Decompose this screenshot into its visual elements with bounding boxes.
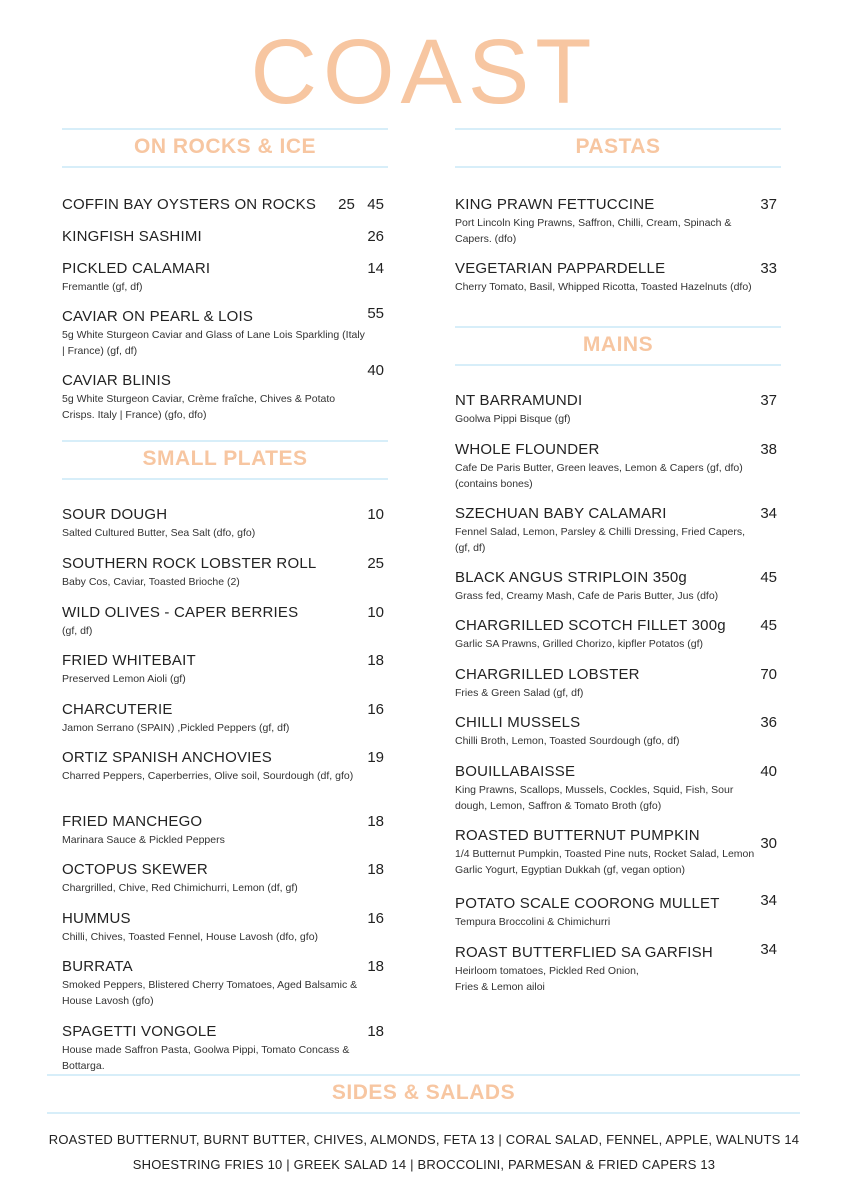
item-price: 34 — [760, 505, 777, 522]
divider — [455, 326, 781, 328]
menu-item — [455, 260, 781, 326]
item-name: BOUILLABAISSE — [455, 763, 576, 780]
item-description: Cafe De Paris Butter, Green leaves, Lemon & Capers (gf, dfo) (contains bones) — [455, 462, 743, 490]
section-header-small-plates — [62, 440, 388, 480]
menu-item — [455, 441, 781, 505]
divider — [455, 364, 781, 366]
item-name: VEGETARIAN PAPPARDELLE — [455, 260, 666, 277]
item-price: 37 — [760, 392, 777, 409]
item-price: 34 — [760, 892, 777, 909]
item-description: Garlic SA Prawns, Grilled Chorizo, kipfler Potatos (gf) — [455, 638, 704, 650]
item-name: SPAGETTI VONGOLE — [62, 1023, 217, 1040]
menu-item — [62, 701, 388, 749]
item-name: KINGFISH SASHIMI — [62, 228, 202, 245]
menu-item — [455, 941, 781, 1004]
item-description: Heirloom tomatoes, Pickled Red Onion, Fries & Lemon ailoi — [455, 965, 639, 993]
item-description: 5g White Sturgeon Caviar and Glass of Lane Lois Sparkling (Italy | France) (gf, df) — [62, 329, 365, 357]
section-title: MAINS — [582, 333, 654, 356]
menu-item — [455, 569, 781, 617]
item-price: 18 — [367, 958, 384, 975]
item-description: 1/4 Butternut Pumpkin, Toasted Pine nuts, Rocket Salad, Lemon Garlic Yogurt, Egyptian Dukkah (gf, vegan option) — [455, 848, 755, 876]
item-price: 40 — [367, 362, 384, 379]
menu-item — [62, 362, 388, 440]
item-description: Salted Cultured Butter, Sea Salt (dfo, gfo) — [62, 527, 256, 539]
menu-item — [62, 228, 388, 260]
item-name: OCTOPUS SKEWER — [62, 861, 208, 878]
item-price: 10 — [367, 506, 384, 523]
sides-line-1: ROASTED BUTTERNUT, BURNT BUTTER, CHIVES, ALMONDS, FETA 13 | CORAL SALAD, FENNEL, APPLE, WALNUTS 14 — [48, 1132, 800, 1147]
menu-item — [455, 892, 781, 944]
item-price: 25 45 — [338, 196, 384, 213]
menu-item — [455, 392, 781, 441]
section-title: SMALL PLATES — [142, 447, 308, 470]
item-name: PICKLED CALAMARI — [62, 260, 211, 277]
item-name: CHARGRILLED SCOTCH FILLET 300g — [455, 617, 726, 634]
item-name: CHILLI MUSSELS — [455, 714, 581, 731]
menu-item — [62, 196, 388, 228]
restaurant-logo: COAST — [250, 21, 598, 123]
item-price: 38 — [760, 441, 777, 458]
item-name: SZECHUAN BABY CALAMARI — [455, 505, 667, 522]
item-price: 18 — [367, 1023, 384, 1040]
divider — [455, 166, 781, 168]
section-title: SIDES & SALADS — [331, 1081, 516, 1104]
divider — [62, 478, 388, 480]
item-name: WHOLE FLOUNDER — [455, 441, 600, 458]
item-price: 45 — [760, 617, 777, 634]
menu-item — [62, 506, 388, 555]
item-price: 70 — [760, 666, 777, 683]
item-description: House made Saffron Pasta, Goolwa Pippi, Tomato Concass & Bottarga. — [62, 1044, 350, 1072]
item-price: 30 — [760, 835, 777, 852]
item-name: COFFIN BAY OYSTERS ON ROCKS — [62, 196, 317, 213]
menu-item — [455, 196, 781, 260]
menu-item — [455, 714, 781, 763]
item-price: 26 — [367, 228, 384, 245]
item-description: Chargrilled, Chive, Red Chimichurri, Lemon (df, gf) — [62, 882, 298, 894]
item-description: Baby Cos, Caviar, Toasted Brioche (2) — [62, 576, 240, 588]
item-description: Chilli, Chives, Toasted Fennel, House Lavosh (dfo, gfo) — [62, 931, 319, 943]
divider — [62, 128, 388, 130]
item-description: Jamon Serrano (SPAIN) ,Pickled Peppers (gf, df) — [62, 722, 290, 734]
menu-item — [62, 260, 388, 308]
item-name: CAVIAR ON PEARL & LOIS — [62, 308, 254, 325]
menu-item — [62, 813, 388, 861]
item-description: Goolwa Pippi Bisque (gf) — [455, 413, 571, 425]
divider — [62, 166, 388, 168]
menu-item — [62, 958, 388, 1023]
item-name: ROAST BUTTERFLIED SA GARFISH — [455, 944, 713, 961]
item-name: BLACK ANGUS STRIPLOIN 350g — [455, 569, 687, 586]
section-title: PASTAS — [575, 135, 661, 158]
item-name: WILD OLIVES - CAPER BERRIES — [62, 604, 299, 621]
item-price: 19 — [367, 749, 384, 766]
item-price: 16 — [367, 910, 384, 927]
item-price: 18 — [367, 813, 384, 830]
item-name: KING PRAWN FETTUCCINE — [455, 196, 655, 213]
item-description: Fries & Green Salad (gf, df) — [455, 687, 584, 699]
menu-item — [455, 505, 781, 569]
item-name: NT BARRAMUNDI — [455, 392, 583, 409]
menu-item — [455, 666, 781, 714]
item-description: Fremantle (gf, df) — [62, 281, 143, 293]
item-price: 25 — [367, 555, 384, 572]
item-price: 10 — [367, 604, 384, 621]
item-price: 14 — [367, 260, 384, 277]
right-column — [455, 128, 781, 1004]
divider — [455, 128, 781, 130]
menu-item — [62, 652, 388, 701]
item-description: Charred Peppers, Caperberries, Olive soil, Sourdough (df, gfo) — [62, 770, 354, 782]
section-header-pastas — [455, 128, 781, 168]
menu-item — [62, 861, 388, 910]
item-description: Smoked Peppers, Blistered Cherry Tomatoes, Aged Balsamic & House Lavosh (gfo) — [62, 979, 358, 1007]
item-price: 18 — [367, 652, 384, 669]
sides-line-2: SHOESTRING FRIES 10 | GREEK SALAD 14 | BROCCOLINI, PARMESAN & FRIED CAPERS 13 — [132, 1157, 716, 1172]
item-name: CHARCUTERIE — [62, 701, 173, 718]
item-name: ROASTED BUTTERNUT PUMPKIN — [455, 827, 700, 844]
item-price: 45 — [760, 569, 777, 586]
item-price: 55 — [367, 305, 384, 322]
menu-item — [62, 749, 388, 813]
item-price: 40 — [760, 763, 777, 780]
item-name: ORTIZ SPANISH ANCHOVIES — [62, 749, 272, 766]
item-description: Fennel Salad, Lemon, Parsley & Chilli Dressing, Fried Capers, (gf, df) — [455, 526, 746, 554]
item-name: FRIED MANCHEGO — [62, 813, 203, 830]
item-name: BURRATA — [62, 958, 133, 975]
item-description: Port Lincoln King Prawns, Saffron, Chilli, Cream, Spinach & Capers. (dfo) — [455, 217, 732, 245]
item-name: POTATO SCALE COORONG MULLET — [455, 895, 720, 912]
section-header-mains — [455, 326, 781, 366]
item-name: CHARGRILLED LOBSTER — [455, 666, 640, 683]
menu-item — [62, 910, 388, 958]
section-header-sides — [47, 1074, 800, 1114]
item-name: SOUTHERN ROCK LOBSTER ROLL — [62, 555, 317, 572]
item-description: King Prawns, Scallops, Mussels, Cockles, Squid, Fish, Sour dough, Lemon, Saffron & Tomato Broth (gfo) — [455, 784, 734, 812]
item-description: Tempura Broccolini & Chimichurri — [455, 916, 611, 928]
menu-item — [455, 763, 781, 827]
left-column — [62, 128, 388, 1083]
divider — [47, 1112, 800, 1114]
item-price: 34 — [760, 941, 777, 958]
divider — [47, 1074, 800, 1076]
item-price: 36 — [760, 714, 777, 731]
item-description: Cherry Tomato, Basil, Whipped Ricotta, Toasted Hazelnuts (dfo) — [455, 281, 752, 293]
section-header-on-rocks — [62, 128, 388, 168]
menu-item — [62, 604, 388, 652]
item-description: Marinara Sauce & Pickled Peppers — [62, 834, 225, 846]
menu-item — [62, 555, 388, 604]
item-description: 5g White Sturgeon Caviar, Crème fraîche, Chives & Potato Crisps. Italy | France) (gfo, dfo) — [62, 393, 336, 421]
menu-item — [62, 305, 388, 372]
item-price: 37 — [760, 196, 777, 213]
menu-item — [455, 827, 781, 895]
item-name: SOUR DOUGH — [62, 506, 168, 523]
item-name: CAVIAR BLINIS — [62, 372, 172, 389]
item-price: 33 — [760, 260, 777, 277]
item-description: Chilli Broth, Lemon, Toasted Sourdough (gfo, df) — [455, 735, 680, 747]
item-description: Grass fed, Creamy Mash, Cafe de Paris Butter, Jus (dfo) — [455, 590, 719, 602]
item-name: HUMMUS — [62, 910, 131, 927]
item-price: 16 — [367, 701, 384, 718]
section-title: ON ROCKS & ICE — [133, 135, 316, 158]
menu-item — [455, 617, 781, 666]
item-description: (gf, df) — [62, 625, 93, 637]
divider — [62, 440, 388, 442]
item-name: FRIED WHITEBAIT — [62, 652, 196, 669]
item-price: 18 — [367, 861, 384, 878]
item-description: Preserved Lemon Aioli (gf) — [62, 673, 186, 685]
